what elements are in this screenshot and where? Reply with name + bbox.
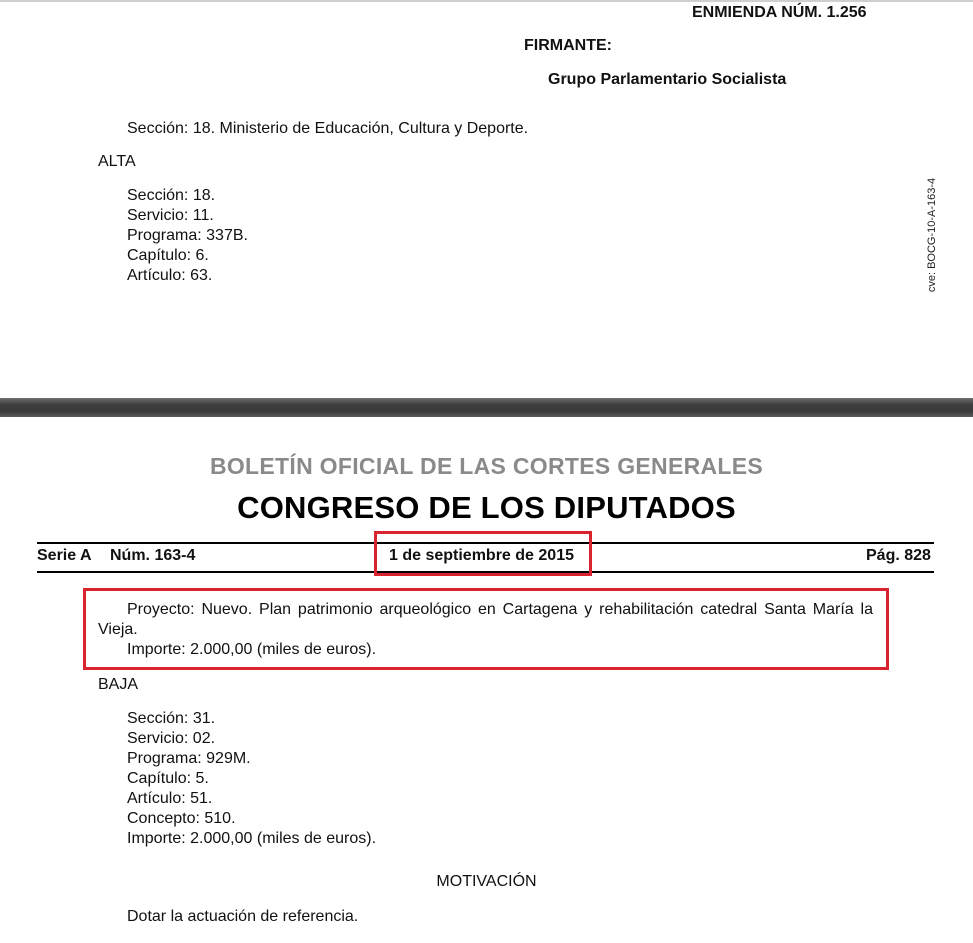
issue-date: 1 de septiembre de 2015 [389, 547, 574, 564]
alta-list [127, 186, 248, 286]
alta-item: Capítulo: 6. [127, 247, 209, 264]
page-number: Pág. 828 [866, 547, 931, 564]
alta-label: ALTA [98, 153, 136, 170]
congress-title: CONGRESO DE LOS DIPUTADOS [237, 490, 736, 525]
project-amount: Importe: 2.000,00 (miles de euros). [127, 641, 377, 658]
series-label: Serie A [37, 547, 92, 564]
baja-label: BAJA [98, 676, 139, 693]
alta-item: Programa: 337B. [127, 227, 248, 244]
project-description: Proyecto: Nuevo. Plan patrimonio arqueológico en Cartagena y rehabilitación catedral Santa María la Vieja. [98, 601, 873, 638]
baja-item: Sección: 31. [127, 710, 216, 727]
baja-item: Artículo: 51. [127, 790, 213, 807]
issue-number: Núm. 163-4 [110, 547, 196, 564]
amendment-number: ENMIENDA NÚM. 1.256 [692, 4, 867, 21]
cve-code: cve: BOCG-10-A-163-4 [926, 177, 938, 293]
project-highlight-box [83, 588, 889, 670]
bulletin-title: BOLETÍN OFICIAL DE LAS CORTES GENERALES [209, 453, 764, 479]
baja-item: Programa: 929M. [127, 750, 251, 767]
alta-item: Servicio: 11. [127, 207, 214, 224]
motivation-heading: MOTIVACIÓN [436, 873, 537, 890]
baja-item: Importe: 2.000,00 (miles de euros). [127, 830, 377, 847]
baja-item: Servicio: 02. [127, 730, 216, 747]
page-separator [0, 398, 973, 417]
alta-item: Sección: 18. [127, 187, 216, 204]
baja-list [127, 709, 376, 849]
baja-item: Capítulo: 5. [127, 770, 209, 787]
section-line: Sección: 18. Ministerio de Educación, Cultura y Deporte. [127, 120, 529, 137]
alta-item: Artículo: 63. [127, 267, 213, 284]
signatory-name: Grupo Parlamentario Socialista [548, 71, 787, 88]
date-highlight-box [374, 531, 592, 576]
signatory-label: FIRMANTE: [524, 37, 612, 54]
baja-item: Concepto: 510. [127, 810, 236, 827]
motivation-text: Dotar la actuación de referencia. [127, 908, 359, 925]
top-border [0, 0, 973, 2]
